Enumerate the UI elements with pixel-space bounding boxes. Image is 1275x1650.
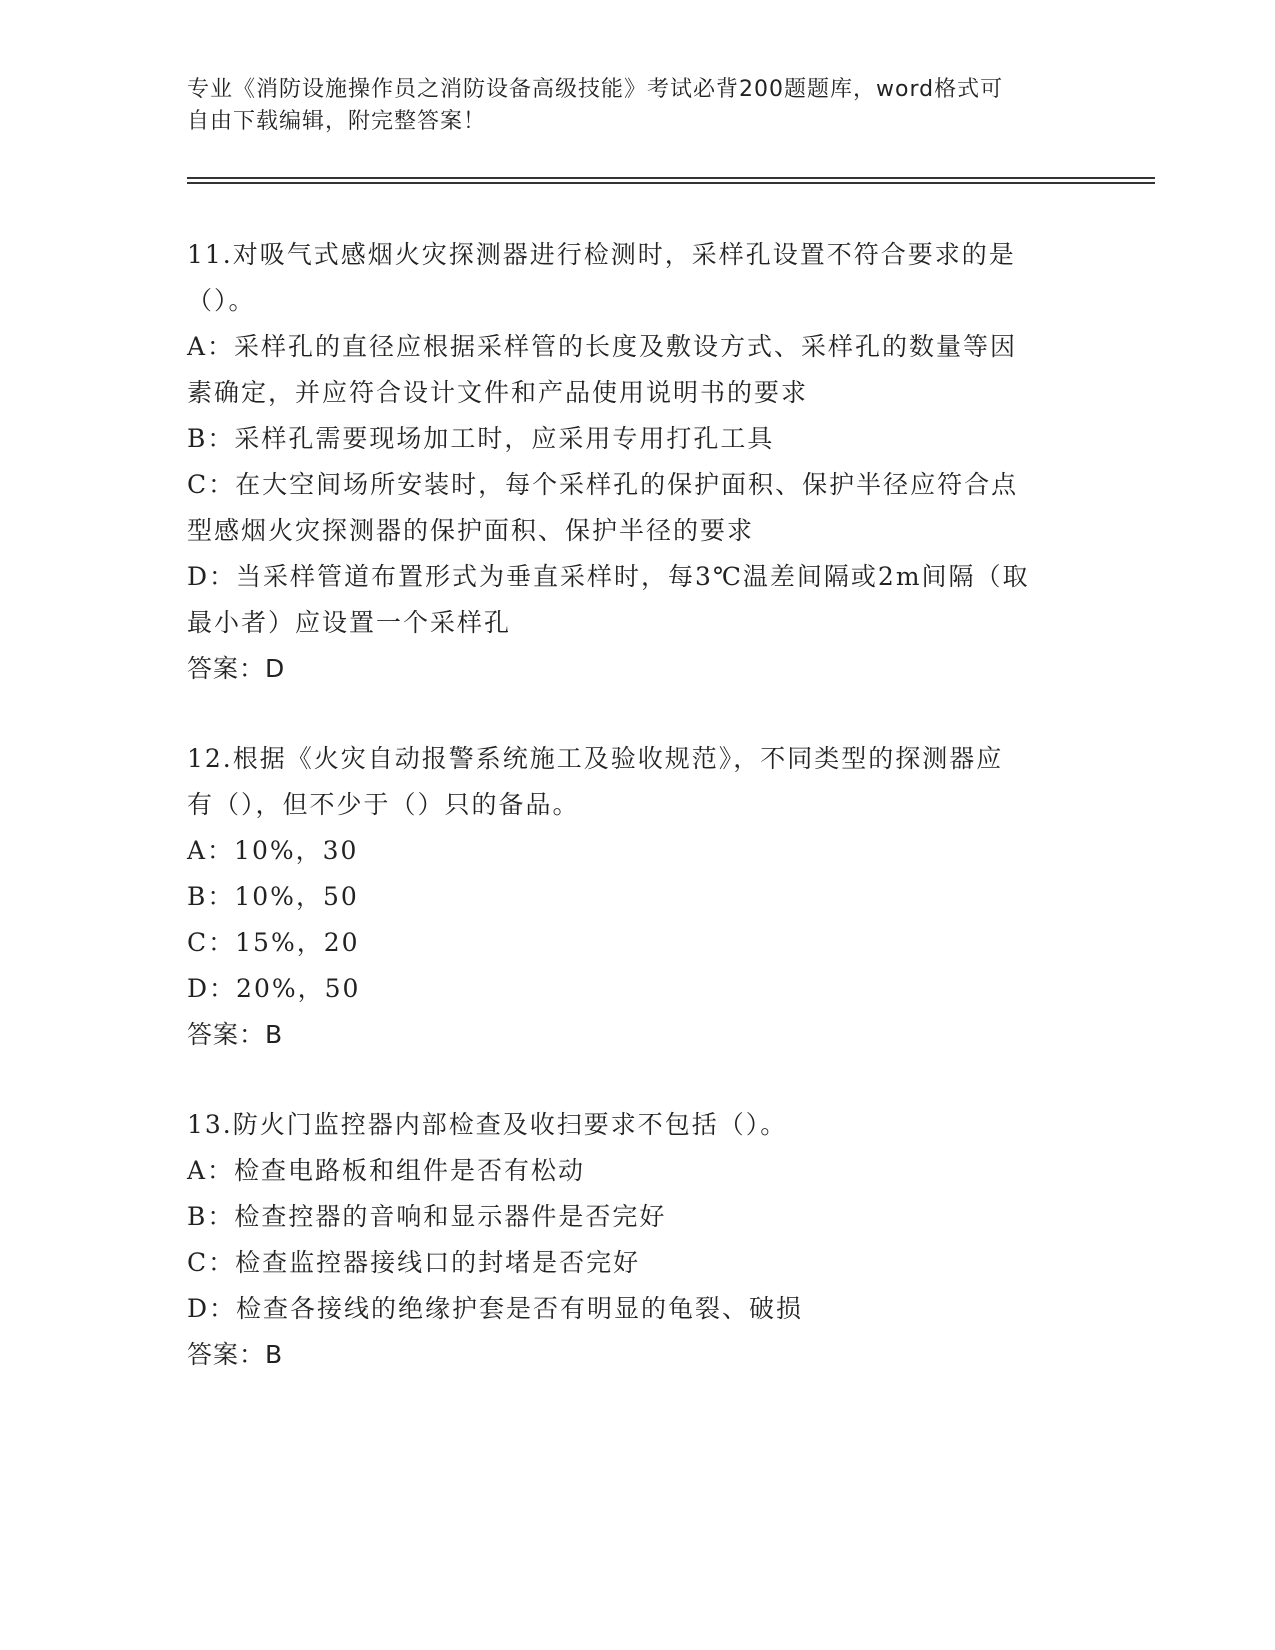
question-stem-line: （）。 (187, 286, 256, 315)
option-c-line: C：15%，20 (187, 928, 360, 957)
header-line-1: 专业《消防设施操作员之消防设备高级技能》考试必背200题题库，word格式可 (187, 77, 1004, 102)
option-d-line: 最小者）应设置一个采样孔 (187, 608, 512, 637)
option-b-line: B：检查控器的音响和显示器件是否完好 (187, 1202, 667, 1231)
question-stem-line: 12.根据《火灾自动报警系统施工及验收规范》，不同类型的探测器应 (187, 744, 1004, 773)
question-stem-line: 13.防火门监控器内部检查及收扫要求不包括（）。 (187, 1110, 788, 1139)
option-c-line: C：检查监控器接线口的封堵是否完好 (187, 1248, 641, 1277)
option-a-line: 素确定，并应符合设计文件和产品使用说明书的要求 (187, 378, 809, 407)
header-divider-bottom (187, 182, 1155, 184)
answer-label: 答案：D (187, 654, 286, 683)
question-11 (187, 232, 1087, 692)
option-d-line: D：检查各接线的绝缘护套是否有明显的龟裂、破损 (187, 1294, 804, 1323)
question-list (187, 232, 1087, 1422)
answer-label: 答案：B (187, 1340, 284, 1369)
question-stem-line: 有（），但不少于（）只的备品。 (187, 790, 580, 819)
option-c-line: 型感烟火灾探测器的保护面积、保护半径的要求 (187, 516, 755, 545)
header-line-2: 自由下载编辑，附完整答案！ (187, 109, 487, 134)
question-stem-line: 11.对吸气式感烟火灾探测器进行检测时，采样孔设置不符合要求的是 (187, 240, 1016, 269)
option-a-line: A：检查电路板和组件是否有松动 (187, 1156, 586, 1185)
option-b-line: B：采样孔需要现场加工时，应采用专用打孔工具 (187, 424, 775, 453)
header-divider-top (187, 177, 1155, 179)
answer-label: 答案：B (187, 1020, 284, 1049)
option-c-line: C：在大空间场所安装时，每个采样孔的保护面积、保护半径应符合点 (187, 470, 1019, 499)
option-a-line: A：采样孔的直径应根据采样管的长度及敷设方式、采样孔的数量等因 (187, 332, 1018, 361)
option-a-line: A：10%，30 (187, 836, 359, 865)
question-12 (187, 736, 1087, 1058)
option-d-line: D：20%，50 (187, 974, 361, 1003)
option-d-line: D：当采样管道布置形式为垂直采样时，每3℃温差间隔或2m间隔（取 (187, 562, 1030, 591)
question-13 (187, 1102, 1087, 1378)
option-b-line: B：10%，50 (187, 882, 359, 911)
document-header (187, 74, 1067, 138)
